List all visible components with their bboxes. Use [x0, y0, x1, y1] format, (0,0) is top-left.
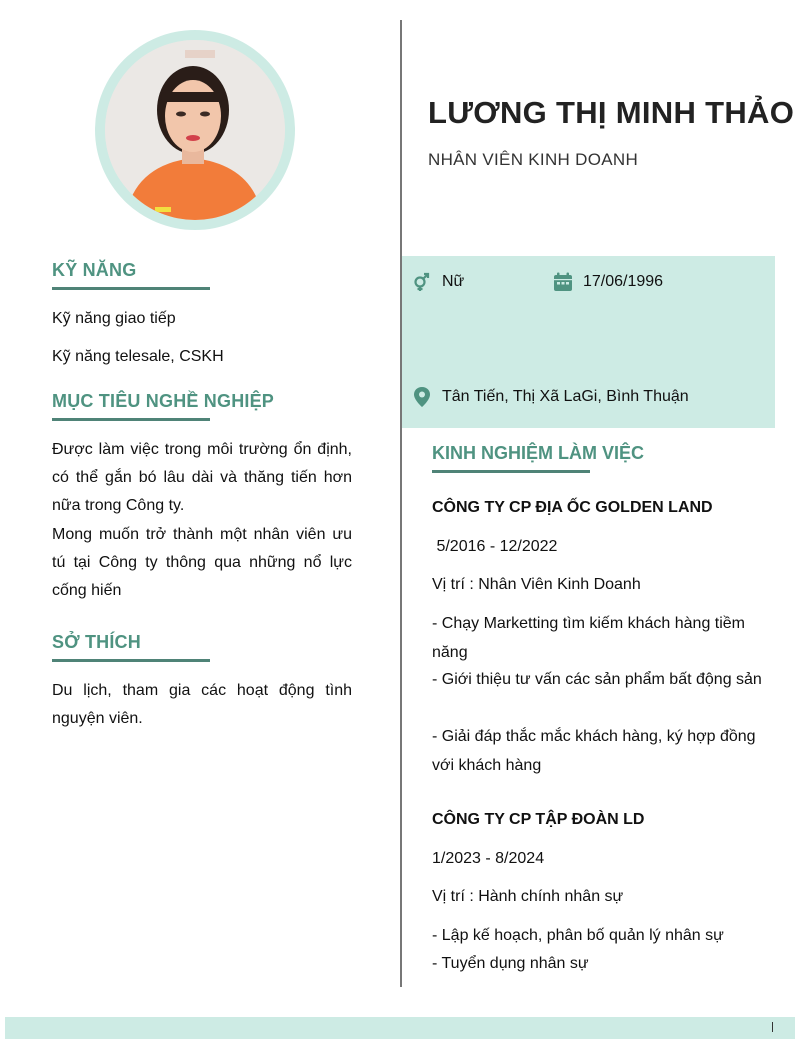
skills-title: KỸ NĂNG — [52, 260, 137, 280]
address-info — [412, 386, 689, 408]
job-duty: - Lập kế hoạch, phân bố quản lý nhân sự — [432, 927, 724, 944]
objective-title: MỤC TIÊU NGHỀ NGHIỆP — [52, 391, 275, 411]
avatar-frame — [95, 30, 295, 230]
company-name: CÔNG TY CP ĐỊA ỐC GOLDEN LAND — [432, 499, 713, 516]
company-name: CÔNG TY CP TẬP ĐOÀN LD — [432, 811, 645, 828]
job-position: Vị trí : Nhân Viên Kinh Doanh — [432, 576, 641, 593]
hobbies-title: SỞ THÍCH — [52, 632, 141, 652]
objective-paragraph: Mong muốn trở thành một nhân viên ưu tú tại Công ty thông qua những nổ lực cống hiến — [52, 526, 352, 599]
skill-item: Kỹ năng telesale, CSKH — [52, 348, 224, 365]
skill-item: Kỹ năng giao tiếp — [52, 310, 176, 327]
hobbies-underline — [52, 659, 210, 662]
address-value: Tân Tiến, Thị Xã LaGi, Bình Thuận — [442, 388, 689, 405]
gender-info — [412, 272, 464, 292]
location-pin-icon — [412, 386, 432, 408]
job-duty: - Giới thiệu tư vấn các sản phẩm bất động sản — [432, 671, 762, 688]
birthday-info — [553, 272, 663, 292]
candidate-name: LƯƠNG THỊ MINH THẢO — [428, 95, 795, 130]
birthday-value: 17/06/1996 — [583, 273, 664, 290]
hobbies-text: Du lịch, tham gia các hoạt động tình nguyện viên. — [52, 682, 352, 727]
profile-photo — [105, 40, 285, 220]
experience-title: KINH NGHIỆM LÀM VIỆC — [432, 443, 645, 463]
job-title: NHÂN VIÊN KINH DOANH — [428, 150, 639, 169]
objective-paragraph: Được làm việc trong môi trường ổn định, có thể gắn bó lâu dài và thăng tiến hơn nữa trong Công ty. — [52, 441, 352, 514]
column-divider — [400, 20, 402, 987]
job-period: 5/2016 - 12/2022 — [432, 538, 558, 555]
job-position: Vị trí : Hành chính nhân sự — [432, 888, 624, 905]
skills-underline — [52, 287, 210, 290]
gender-icon — [412, 272, 432, 292]
gender-value: Nữ — [442, 273, 465, 290]
objective-underline — [52, 418, 210, 421]
job-duty: - Chạy Marketting tìm kiếm khách hàng tiềm năng — [432, 615, 746, 661]
footer-bar — [5, 1017, 795, 1039]
job-duty: - Tuyển dụng nhân sự — [432, 955, 589, 972]
experience-underline — [432, 470, 590, 473]
job-duty: - Giải đáp thắc mắc khách hàng, ký hợp đồng với khách hàng — [432, 728, 756, 774]
job-period: 1/2023 - 8/2024 — [432, 850, 545, 867]
calendar-icon — [553, 272, 573, 292]
avatar — [105, 40, 285, 220]
page-mark — [772, 1022, 773, 1032]
